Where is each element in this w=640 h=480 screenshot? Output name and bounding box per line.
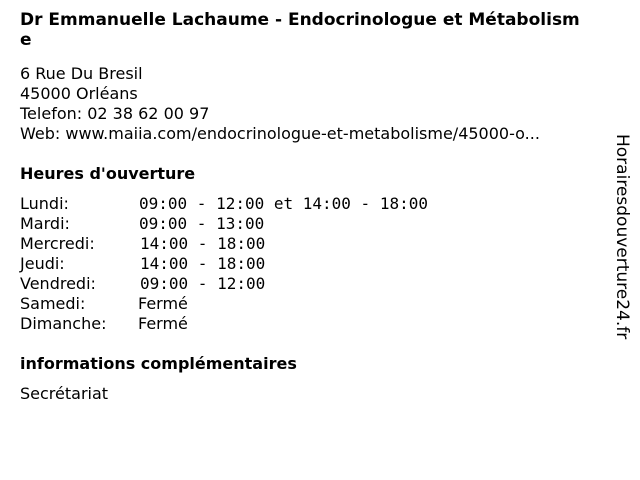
- time-value: Fermé: [138, 314, 188, 333]
- time-value: 14:00 - 18:00: [140, 254, 266, 273]
- website-link[interactable]: Web: www.maiia.com/endocrinologue-et-metabolisme/45000-o...: [20, 124, 540, 143]
- extra-info-heading: informations complémentaires: [20, 354, 297, 373]
- time-value: 09:00 - 12:00: [140, 274, 266, 293]
- day-label: Mardi:: [20, 214, 70, 233]
- time-value: Fermé: [138, 294, 188, 313]
- day-label: Vendredi:: [20, 274, 96, 293]
- phone-number: Telefon: 02 38 62 00 97: [20, 104, 210, 123]
- time-value: 09:00 - 12:00 et 14:00 - 18:00: [139, 194, 428, 213]
- street-address: 6 Rue Du Bresil: [20, 64, 143, 83]
- address-block: [20, 64, 540, 144]
- time-value: 09:00 - 13:00: [139, 214, 265, 233]
- site-watermark: Horairesdouverture24.fr: [612, 134, 632, 340]
- extra-info-text: Secrétariat: [20, 384, 109, 403]
- day-label: Samedi:: [20, 294, 86, 313]
- day-label: Mercredi:: [20, 234, 95, 253]
- page-title: Dr Emmanuelle Lachaume - Endocrinologue et Métabolisme: [20, 10, 580, 50]
- postal-city: 45000 Orléans: [20, 84, 138, 103]
- hours-heading: Heures d'ouverture: [20, 164, 196, 183]
- day-label: Lundi:: [20, 194, 69, 213]
- day-label: Jeudi:: [20, 254, 65, 273]
- day-label: Dimanche:: [20, 314, 107, 333]
- time-value: 14:00 - 18:00: [140, 234, 266, 253]
